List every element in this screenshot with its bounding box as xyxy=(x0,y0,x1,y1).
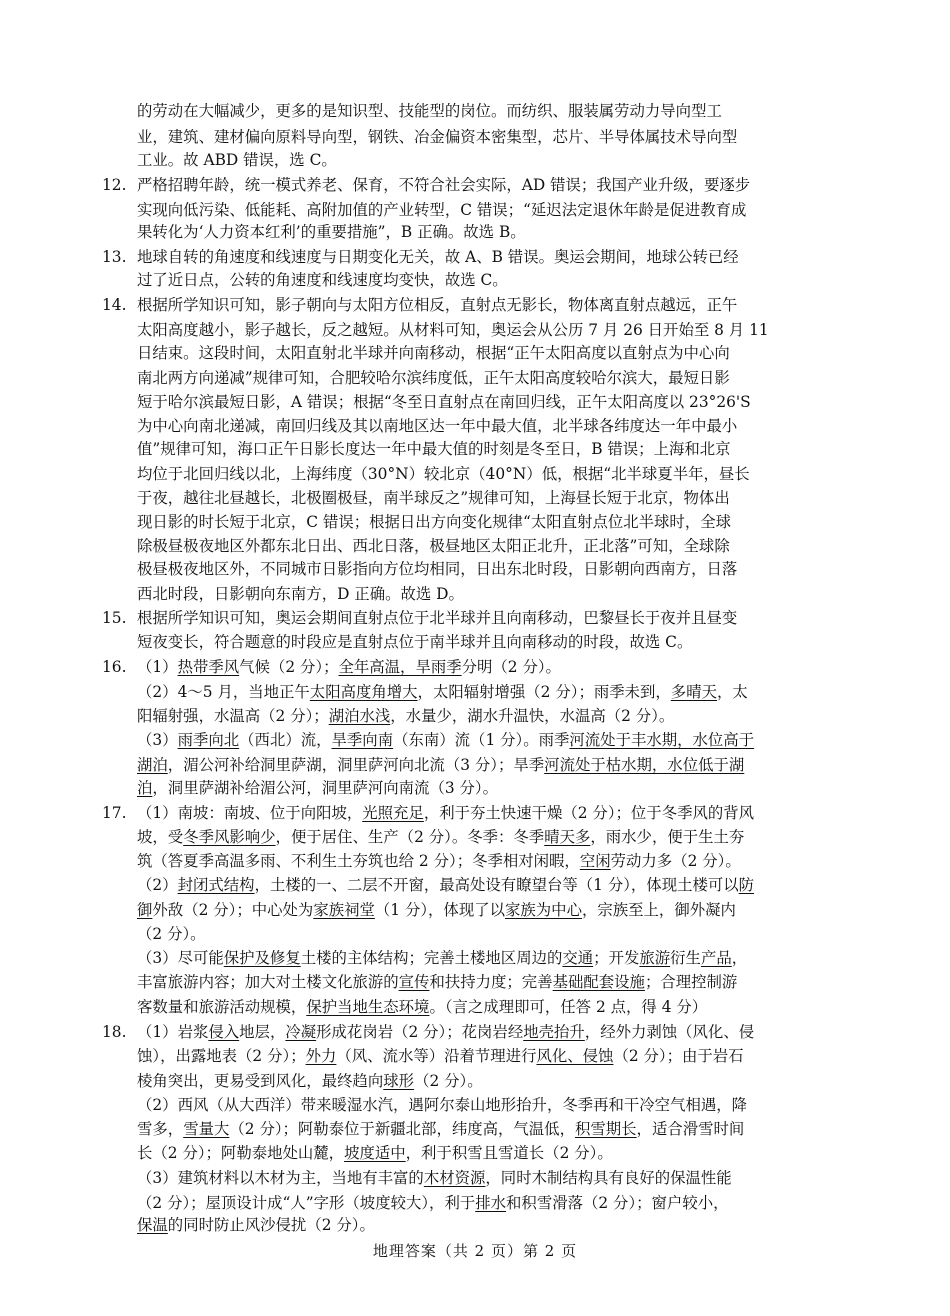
answer-line: 雪多，雪量大（2 分）；阿勒泰位于新疆北部，纬度高，气温低，积雪期长，适合滑雪时间 xyxy=(137,1120,745,1138)
answer-line: 业，建筑、建材偏向原料导向型，钢铁、冶金偏资本密集型，芯片、半导体属技术导向型 xyxy=(137,128,738,146)
answer-line: 于夜，越往北昼越长，北极圈极昼，南半球反之”规律可知，上海昼长短于北京，物体出 xyxy=(137,489,730,507)
key-point: 泊 xyxy=(137,779,153,797)
answer-line: 坡，受冬季风影响少，便于居住、生产（2 分）。冬季：冬季晴天多，雨水少，便于生土夯 xyxy=(137,828,745,846)
answer-line: 为中心向南北递减，南回归线及其以南地区达一年中最大值，北半球各纬度达一年中最小 xyxy=(137,417,738,435)
question-number: 16. xyxy=(102,658,127,676)
question-number: 13. xyxy=(102,248,127,266)
key-point: 坡度适中 xyxy=(344,1144,406,1162)
answer-line: 泊，洞里萨湖补给湄公河，洞里萨河向南流（3 分）。 xyxy=(137,779,498,797)
answer-line: 短于哈尔滨最短日影，A 错误；根据“冬至日直射点在南回归线，正午太阳高度以 23°26'S xyxy=(137,393,751,411)
key-point: 排水 xyxy=(475,1194,507,1212)
answer-line: （1）热带季风气候（2 分）；全年高温，旱雨季分明（2 分）。 xyxy=(137,658,561,676)
answer-line: （3）雨季向北（西北）流，旱季向南（东南）流（1 分）。雨季河流处于丰水期，水位高于 xyxy=(137,731,755,749)
answer-line: 实现向低污染、低能耗、高附加值的产业转型，C 错误；“延迟法定退休年龄是促进教育成 xyxy=(137,201,747,219)
key-point: 晴天多 xyxy=(544,828,591,846)
answer-line: 极昼极夜地区外，不同城市日影指向方位均相同，日出东北时段，日影朝向西南方，日落 xyxy=(137,560,738,578)
answer-line: 长（2 分）；阿勒泰地处山麓，坡度适中，利于积雪且雪道长（2 分）。 xyxy=(137,1144,613,1162)
key-point: 侵入 xyxy=(208,1023,240,1041)
key-point: 保护当地生态环境 xyxy=(306,998,430,1016)
answer-line: （3）建筑材料以木材为主，当地有丰富的木材资源，同时木制结构具有良好的保温性能 xyxy=(137,1169,732,1187)
answer-line: 均位于北回归线以北，上海纬度（30°N）较北京（40°N）低，根据“北半球夏半年，昼长 xyxy=(137,465,750,483)
key-point: 御 xyxy=(137,901,153,919)
answer-line: 西北时段，日影朝向东南方，D 正确。故选 D。 xyxy=(137,585,464,603)
key-point: 防 xyxy=(738,876,755,894)
answer-line: 太阳高度越小，影子越长，反之越短。从材料可知，奥运会从公历 7 月 26 日开始至 8 月 11 xyxy=(137,321,769,339)
answer-line: 果转化为‘人力资本红利’的重要措施”，B 正确。故选 B。 xyxy=(137,223,526,241)
key-point: 全年高温，旱雨季 xyxy=(338,658,462,676)
answer-line: 蚀），出露地表（2 分）；外力（风、流水等）沿着节理进行风化、侵蚀（2 分）；由于岩石 xyxy=(137,1047,744,1065)
answer-line: 保温的同时防止风沙侵扰（2 分）。 xyxy=(137,1216,375,1234)
key-point: 雪量大 xyxy=(183,1120,230,1138)
question-number: 17. xyxy=(102,804,127,822)
answer-line: 南北两方向递减”规律可知，合肥较哈尔滨纬度低，正午太阳高度较哈尔滨大，最短日影 xyxy=(137,369,730,387)
answer-line: 短夜变长，符合题意的时段应是直射点位于南半球并且向南移动的时段，故选 C。 xyxy=(137,633,693,651)
key-point: 地壳抬升 xyxy=(523,1023,585,1041)
answer-line: 严格招聘年龄，统一模式养老、保育，不符合社会实际，AD 错误；我国产业升级，要逐步 xyxy=(137,176,751,194)
key-point: 球形 xyxy=(383,1072,415,1090)
key-point: 冷凝 xyxy=(285,1023,317,1041)
key-point: 河流处于枯水期，水位低于湖 xyxy=(544,756,745,774)
key-point: 产品 xyxy=(700,949,732,967)
question-number: 12. xyxy=(102,176,127,194)
answer-line: 过了近日点，公转的角速度和线速度均变快，故选 C。 xyxy=(137,271,508,289)
key-point: 空闲 xyxy=(579,852,611,870)
answer-line: 值”规律可知，海口正午日影长度达一年中最大值的时刻是冬至日，B 错误；上海和北京 xyxy=(137,440,731,458)
key-point: 光照充足 xyxy=(362,804,424,822)
key-point: 冬季风影响少 xyxy=(183,828,276,846)
key-point: 太阳高度角增大 xyxy=(309,683,418,701)
key-point: 热带季风 xyxy=(177,658,240,676)
question-number: 18. xyxy=(102,1023,127,1041)
question-number: 14. xyxy=(102,296,127,314)
key-point: 旱季向南 xyxy=(331,731,394,749)
answer-line: 工业。故 ABD 错误，选 C。 xyxy=(137,151,337,169)
key-point: 木材资源 xyxy=(423,1169,486,1187)
key-point: 湖泊 xyxy=(137,756,168,774)
page-footer: 地理答案（共 2 页）第 2 页 xyxy=(372,1242,578,1260)
answer-line: （2）4～5 月，当地正午太阳高度角增大，太阳辐射增强（2 分）；雨季未到，多晴天，太 xyxy=(137,683,748,701)
key-point: 交通 xyxy=(562,949,594,967)
key-point: 雨季向北 xyxy=(177,731,240,749)
answer-line: （1）岩浆侵入地层，冷凝形成花岗岩（2 分）；花岗岩经地壳抬升，经外力剥蚀（风化、侵 xyxy=(137,1023,755,1041)
key-point: 基础配套设施 xyxy=(552,973,645,991)
key-point: 风化、侵蚀 xyxy=(536,1047,614,1065)
answer-line: 日结束。这段时间，太阳直射北半球并向南移动，根据“正午太阳高度以直射点为中心向 xyxy=(137,344,730,362)
key-point: 多晴天 xyxy=(670,683,717,701)
key-point: 外力 xyxy=(305,1047,337,1065)
answer-line: 地球自转的角速度和线速度与日期变化无关，故 A、B 错误。奥运会期间，地球公转已经 xyxy=(137,248,739,266)
key-point: 保温 xyxy=(137,1216,168,1234)
answer-line: （1）南坡：南坡、位于向阳坡，光照充足，利于夯土快速干燥（2 分）；位于冬季风的背风 xyxy=(137,804,755,822)
key-point: 河流处于丰水期，水位高于 xyxy=(569,731,755,749)
key-point: 家族祠堂 xyxy=(313,901,375,919)
answer-line: 的劳动在大幅减少，更多的是知识型、技能型的岗位。而纺织、服装属劳动力导向型工 xyxy=(137,102,722,120)
answer-line: 御外敌（2 分）；中心处为家族祠堂（1 分），体现了以家族为中心，宗族至上，御外凝内 xyxy=(137,901,736,919)
key-point: 家族为中心 xyxy=(505,901,582,919)
key-point: 宣传 xyxy=(398,973,430,991)
answer-line: 筑（答夏季高温多雨、不利生土夯筑也给 2 分）；冬季相对闲暇，空闲劳动力多（2 分）。 xyxy=(137,852,741,870)
answer-line: （3）尽可能保护及修复土楼的主体结构；完善土楼地区周边的交通；开发旅游衍生产品， xyxy=(137,949,748,967)
question-number: 15. xyxy=(102,609,127,627)
answer-line: 除极昼极夜地区外都东北日出、西北日落，极昼地区太阳正北升，正北落”可知，全球除 xyxy=(137,537,730,555)
key-point: 湖泊水浅 xyxy=(328,707,391,725)
answer-line: 棱角突出，更易受到风化，最终趋向球形（2 分）。 xyxy=(137,1072,483,1090)
answer-line: 客数量和旅游活动规模，保护当地生态环境。（言之成理即可，任答 2 点，得 4 分） xyxy=(137,998,708,1016)
answer-line: 阳辐射强，水温高（2 分）；湖泊水浅，水量少，湖水升温快，水温高（2 分）。 xyxy=(137,707,675,725)
key-point: 保护及修复 xyxy=(223,949,301,967)
answer-line: 丰富旅游内容；加大对土楼文化旅游的宣传和扶持力度；完善基础配套设施；合理控制游 xyxy=(137,973,738,991)
answer-line: （2）封闭式结构，土楼的一、二层不开窗，最高处设有瞭望台等（1 分），体现土楼可以防 xyxy=(137,876,755,894)
answer-line: （2 分）。 xyxy=(137,925,206,943)
key-point: 封闭式结构 xyxy=(177,876,255,894)
answer-line: 根据所学知识可知，影子朝向与太阳方位相反，直射点无影长，物体离直射点越远，正午 xyxy=(137,296,738,314)
key-point: 旅游 xyxy=(639,949,671,967)
answer-line: （2）西风（从大西洋）带来暖湿水汽，遇阿尔泰山地形抬升，冬季再和干冷空气相遇，降 xyxy=(137,1096,748,1114)
answer-line: 湖泊，湄公河补给洞里萨湖，洞里萨河向北流（3 分）；旱季河流处于枯水期，水位低于湖 xyxy=(137,756,745,774)
answer-line: 现日影的时长短于北京，C 错误；根据日出方向变化规律“太阳直射点位北半球时，全球 xyxy=(137,513,731,531)
key-point: 积雪期长 xyxy=(574,1120,637,1138)
answer-line: 根据所学知识可知，奥运会期间直射点位于北半球并且向南移动，巴黎昼长于夜并且昼变 xyxy=(137,609,738,627)
answer-line: （2 分）；屋顶设计成“人”字形（坡度较大），利于排水和积雪滑落（2 分）；窗户较小， xyxy=(137,1194,729,1212)
